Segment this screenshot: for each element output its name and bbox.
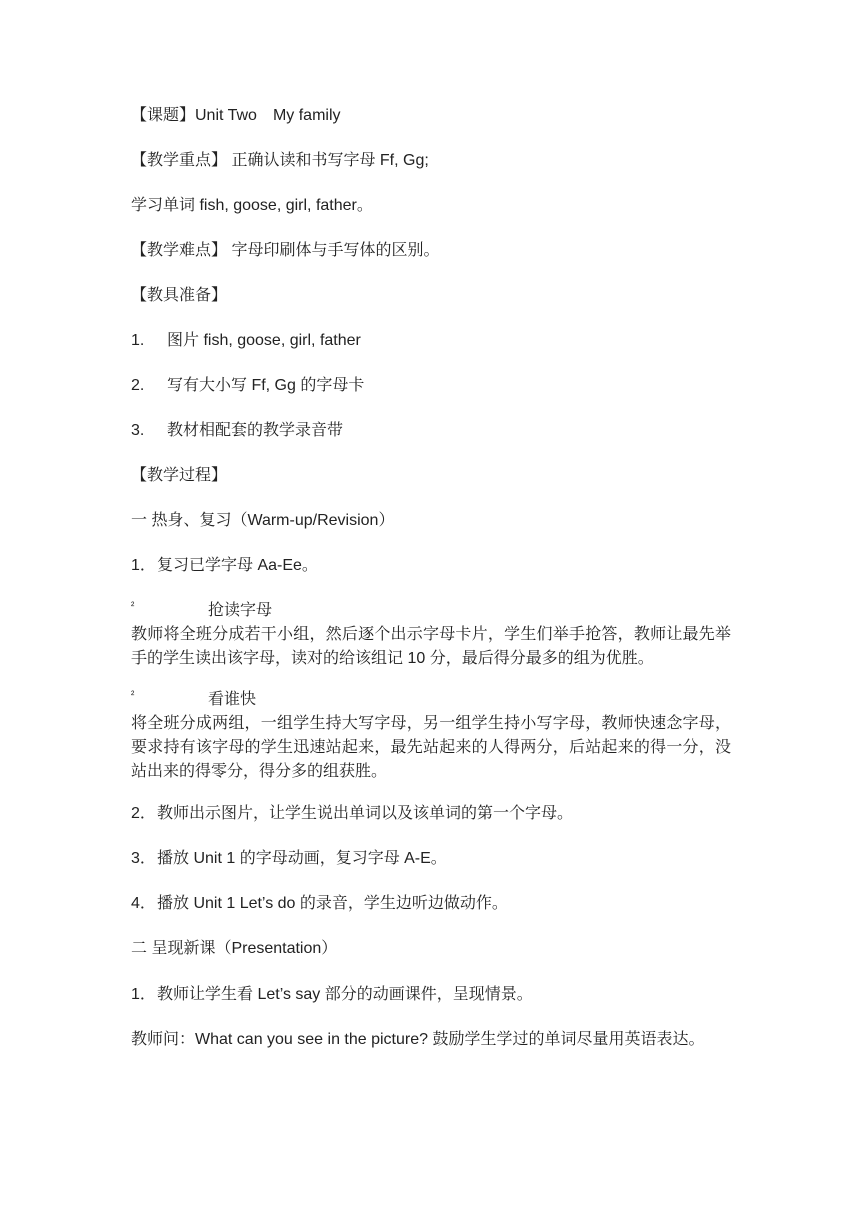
item-text: 写有大小写 Ff, Gg 的字母卡 <box>167 377 365 394</box>
teacher-question: 教师问：What can you see in the picture? 鼓励学生学过的单词尽量用英语表达。 <box>131 1031 705 1048</box>
materials-heading: 【教具准备】 <box>131 287 228 304</box>
item-number: 1. <box>131 332 145 349</box>
lesson-topic: 【课题】Unit Two My family <box>131 107 341 124</box>
key-points-words: 学习单词 fish, goose, girl, father。 <box>131 197 373 214</box>
game-title: 看谁快 <box>208 691 257 708</box>
item-text: 图片 fish, goose, girl, father <box>167 332 361 349</box>
section-heading-revision: 一 热身、复习（Warm-up/Revision） <box>131 512 395 529</box>
item-text: 教材相配套的教学录音带 <box>167 422 344 439</box>
materials-item <box>131 420 343 442</box>
revision-step <box>131 803 573 825</box>
game-description: 将全班分成两组，一组学生持大写字母，另一组学生持小写字母，教师快速念字母，要求持有该字母的学生迅速站起来，最先站起来的人得两分，后站起来的得一分，没站出来的得零分，得分多的组获胜。 <box>131 715 731 780</box>
materials-item <box>131 330 361 352</box>
presentation-step <box>131 984 533 1006</box>
step-number: 2． <box>131 805 156 822</box>
step-number: 1． <box>131 557 156 574</box>
bullet-marker: ² <box>131 601 135 612</box>
bullet-marker: ² <box>131 690 135 701</box>
game-title: 抢读字母 <box>208 602 273 619</box>
key-points: 【教学重点】 正确认读和书写字母 Ff, Gg; <box>131 152 429 169</box>
game-description: 教师将全班分成若干小组，然后逐个出示字母卡片，学生们举手抢答，教师让最先举手的学生读出该字母，读对的给该组记 10 分，最后得分最多的组为优胜。 <box>131 626 731 667</box>
step-text: 播放 Unit 1 的字母动画，复习字母 A-E。 <box>157 850 447 867</box>
step-text: 复习已学字母 Aa-Ee。 <box>157 557 318 574</box>
materials-item <box>131 375 364 397</box>
step-text: 播放 Unit 1 Let’s do 的录音，学生边听边做动作。 <box>157 895 508 912</box>
revision-step <box>131 893 508 915</box>
step-text: 教师出示图片，让学生说出单词以及该单词的第一个字母。 <box>157 805 574 822</box>
revision-step <box>131 848 447 870</box>
teaching-difficulties: 【教学难点】 字母印刷体与手写体的区别。 <box>131 242 440 259</box>
item-number: 3. <box>131 422 145 439</box>
section-heading-presentation: 二 呈现新课（Presentation） <box>131 940 338 957</box>
step-number: 3． <box>131 850 156 867</box>
step-number: 1． <box>131 986 156 1003</box>
step-text: 教师让学生看 Let’s say 部分的动画课件，呈现情景。 <box>157 986 533 1003</box>
revision-step <box>131 555 318 577</box>
process-heading: 【教学过程】 <box>131 467 228 484</box>
step-number: 4． <box>131 895 156 912</box>
item-number: 2. <box>131 377 145 394</box>
